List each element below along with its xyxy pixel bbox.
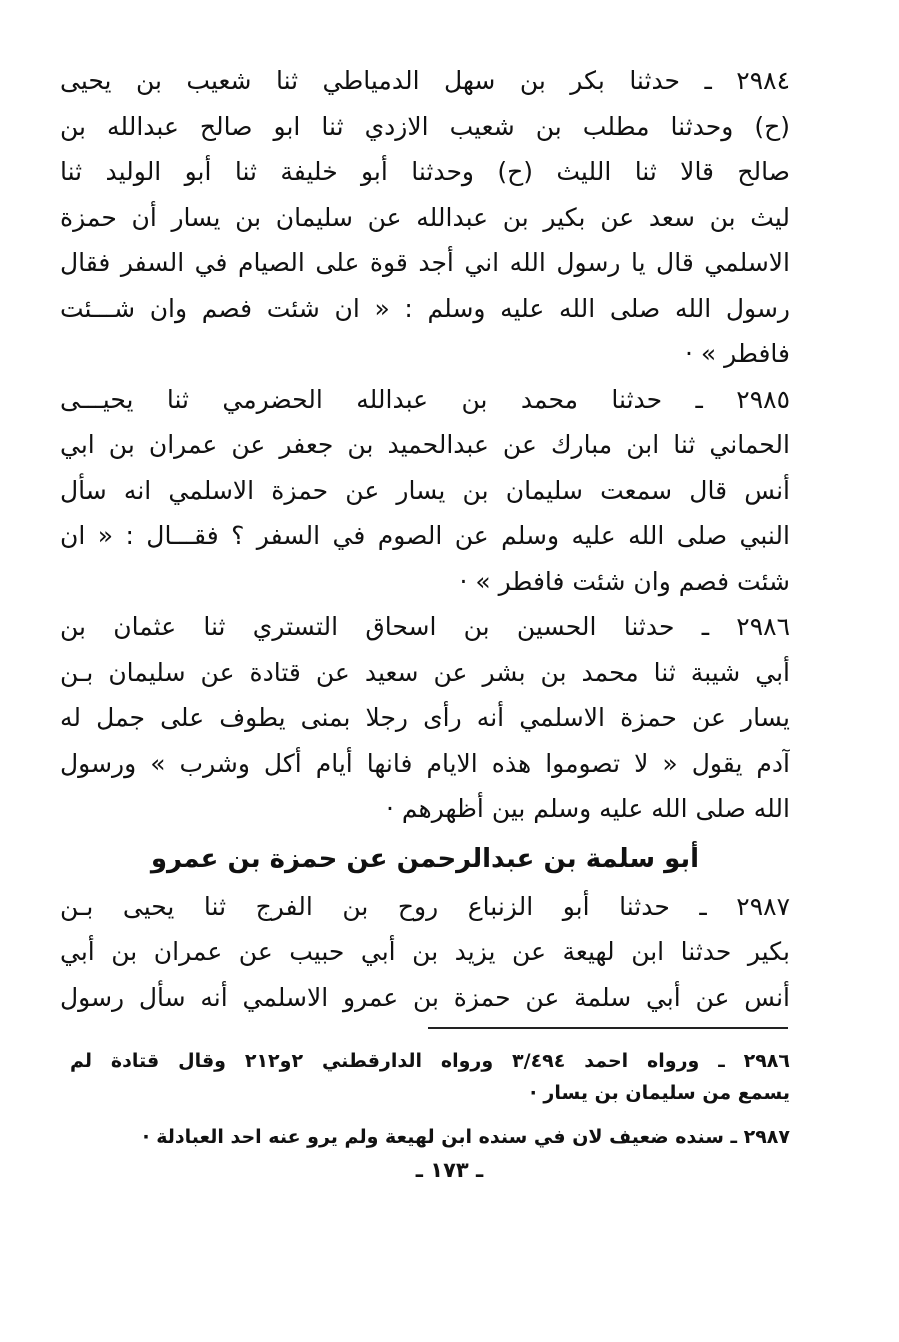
text-line: ٢٩٨٤ ـ حدثنا بكر بن سهل الدمياطي ثنا شعيب بن يحيى	[60, 66, 790, 95]
footnote-2987	[70, 1121, 790, 1153]
footnote-line: ٢٩٨٧ ـ سنده ضعيف لان في سنده ابن لهيعة ولم يرو عنه احد العبادلة ·	[142, 1126, 790, 1148]
page-number: ـ ١٧٣ ـ	[415, 1158, 484, 1182]
text-line: (ح) وحدثنا مطلب بن شعيب الازدي ثنا ابو صالح عبدالله بن	[60, 111, 790, 141]
hadith-2986	[60, 604, 790, 832]
footnote-gap	[70, 1109, 790, 1121]
footnote-separator	[428, 1027, 788, 1029]
text-line: ليث بن سعد عن بكير بن عبدالله عن سليمان بن يسار أن حمزة	[60, 202, 790, 232]
text-line: شئت فصم وان شئت فافطر » ·	[459, 566, 790, 596]
section-heading: أبو سلمة بن عبدالرحمن عن حمزة بن عمرو	[150, 843, 700, 874]
footnotes	[70, 1045, 790, 1153]
footnote-2986	[70, 1045, 790, 1109]
hadith-2985	[60, 377, 790, 605]
footnote-line: يسمع من سليمان بن يسار ·	[529, 1082, 790, 1104]
text-line: رسول الله صلى الله عليه وسلم : « ان شئت فصم وان شـــئت	[60, 293, 790, 323]
text-line: بكير حدثنا ابن لهيعة عن يزيد بن أبي حبيب عن عمران بن أبي	[60, 937, 790, 966]
text-line: ٢٩٨٦ ـ حدثنا الحسين بن اسحاق التستري ثنا عثمان بن	[60, 612, 790, 641]
text-line: ٢٩٨٧ ـ حدثنا أبو الزنباع روح بن الفرج ثنا يحيى بـن	[60, 891, 790, 921]
hadith-2987	[60, 884, 790, 1021]
text-line: ٢٩٨٥ ـ حدثنا محمد بن عبدالله الحضرمي ثنا يحيـــى	[60, 384, 790, 414]
main-text	[60, 58, 790, 1020]
text-line: الله صلى الله عليه وسلم بين أظهرهم ·	[386, 794, 790, 823]
footnote-line: ٢٩٨٦ ـ ورواه احمد ٣/٤٩٤ ورواه الدارقطني ٢و٢١٢ وقال قتادة لم	[70, 1050, 790, 1072]
text-line: صالح قالا ثنا الليث (ح) وحدثنا أبو خليفة ثنا أبو الوليد ثنا	[60, 157, 790, 186]
text-line: فافطر » ·	[685, 339, 790, 368]
text-line: الحماني ثنا ابن مبارك عن عبدالحميد بن جعفر عن عمران بن ابي	[60, 430, 790, 459]
text-line: أبي شيبة ثنا محمد بن بشر عن سعيد عن قتادة عن سليمان بـن	[60, 657, 790, 687]
text-line: أنس قال سمعت سليمان بن يسار عن حمزة الاسلمي انه سأل	[60, 475, 790, 505]
text-line: آدم يقول « لا تصوموا هذه الايام فانها أيام أكل وشرب » ورسول	[60, 748, 790, 778]
hadith-2984	[60, 58, 790, 377]
text-line: أنس عن أبي سلمة عن حمزة بن عمرو الاسلمي أنه سأل رسول	[60, 982, 790, 1012]
text-line: النبي صلى الله عليه وسلم عن الصوم في السفر ؟ فقـــال : « ان	[60, 521, 790, 550]
text-line: يسار عن حمزة الاسلمي أنه رأى رجلا بمنى يطوف على جمل له	[60, 703, 790, 732]
text-line: الاسلمي قال يا رسول الله اني أجد قوة على الصيام في السفر فقال	[60, 248, 790, 277]
